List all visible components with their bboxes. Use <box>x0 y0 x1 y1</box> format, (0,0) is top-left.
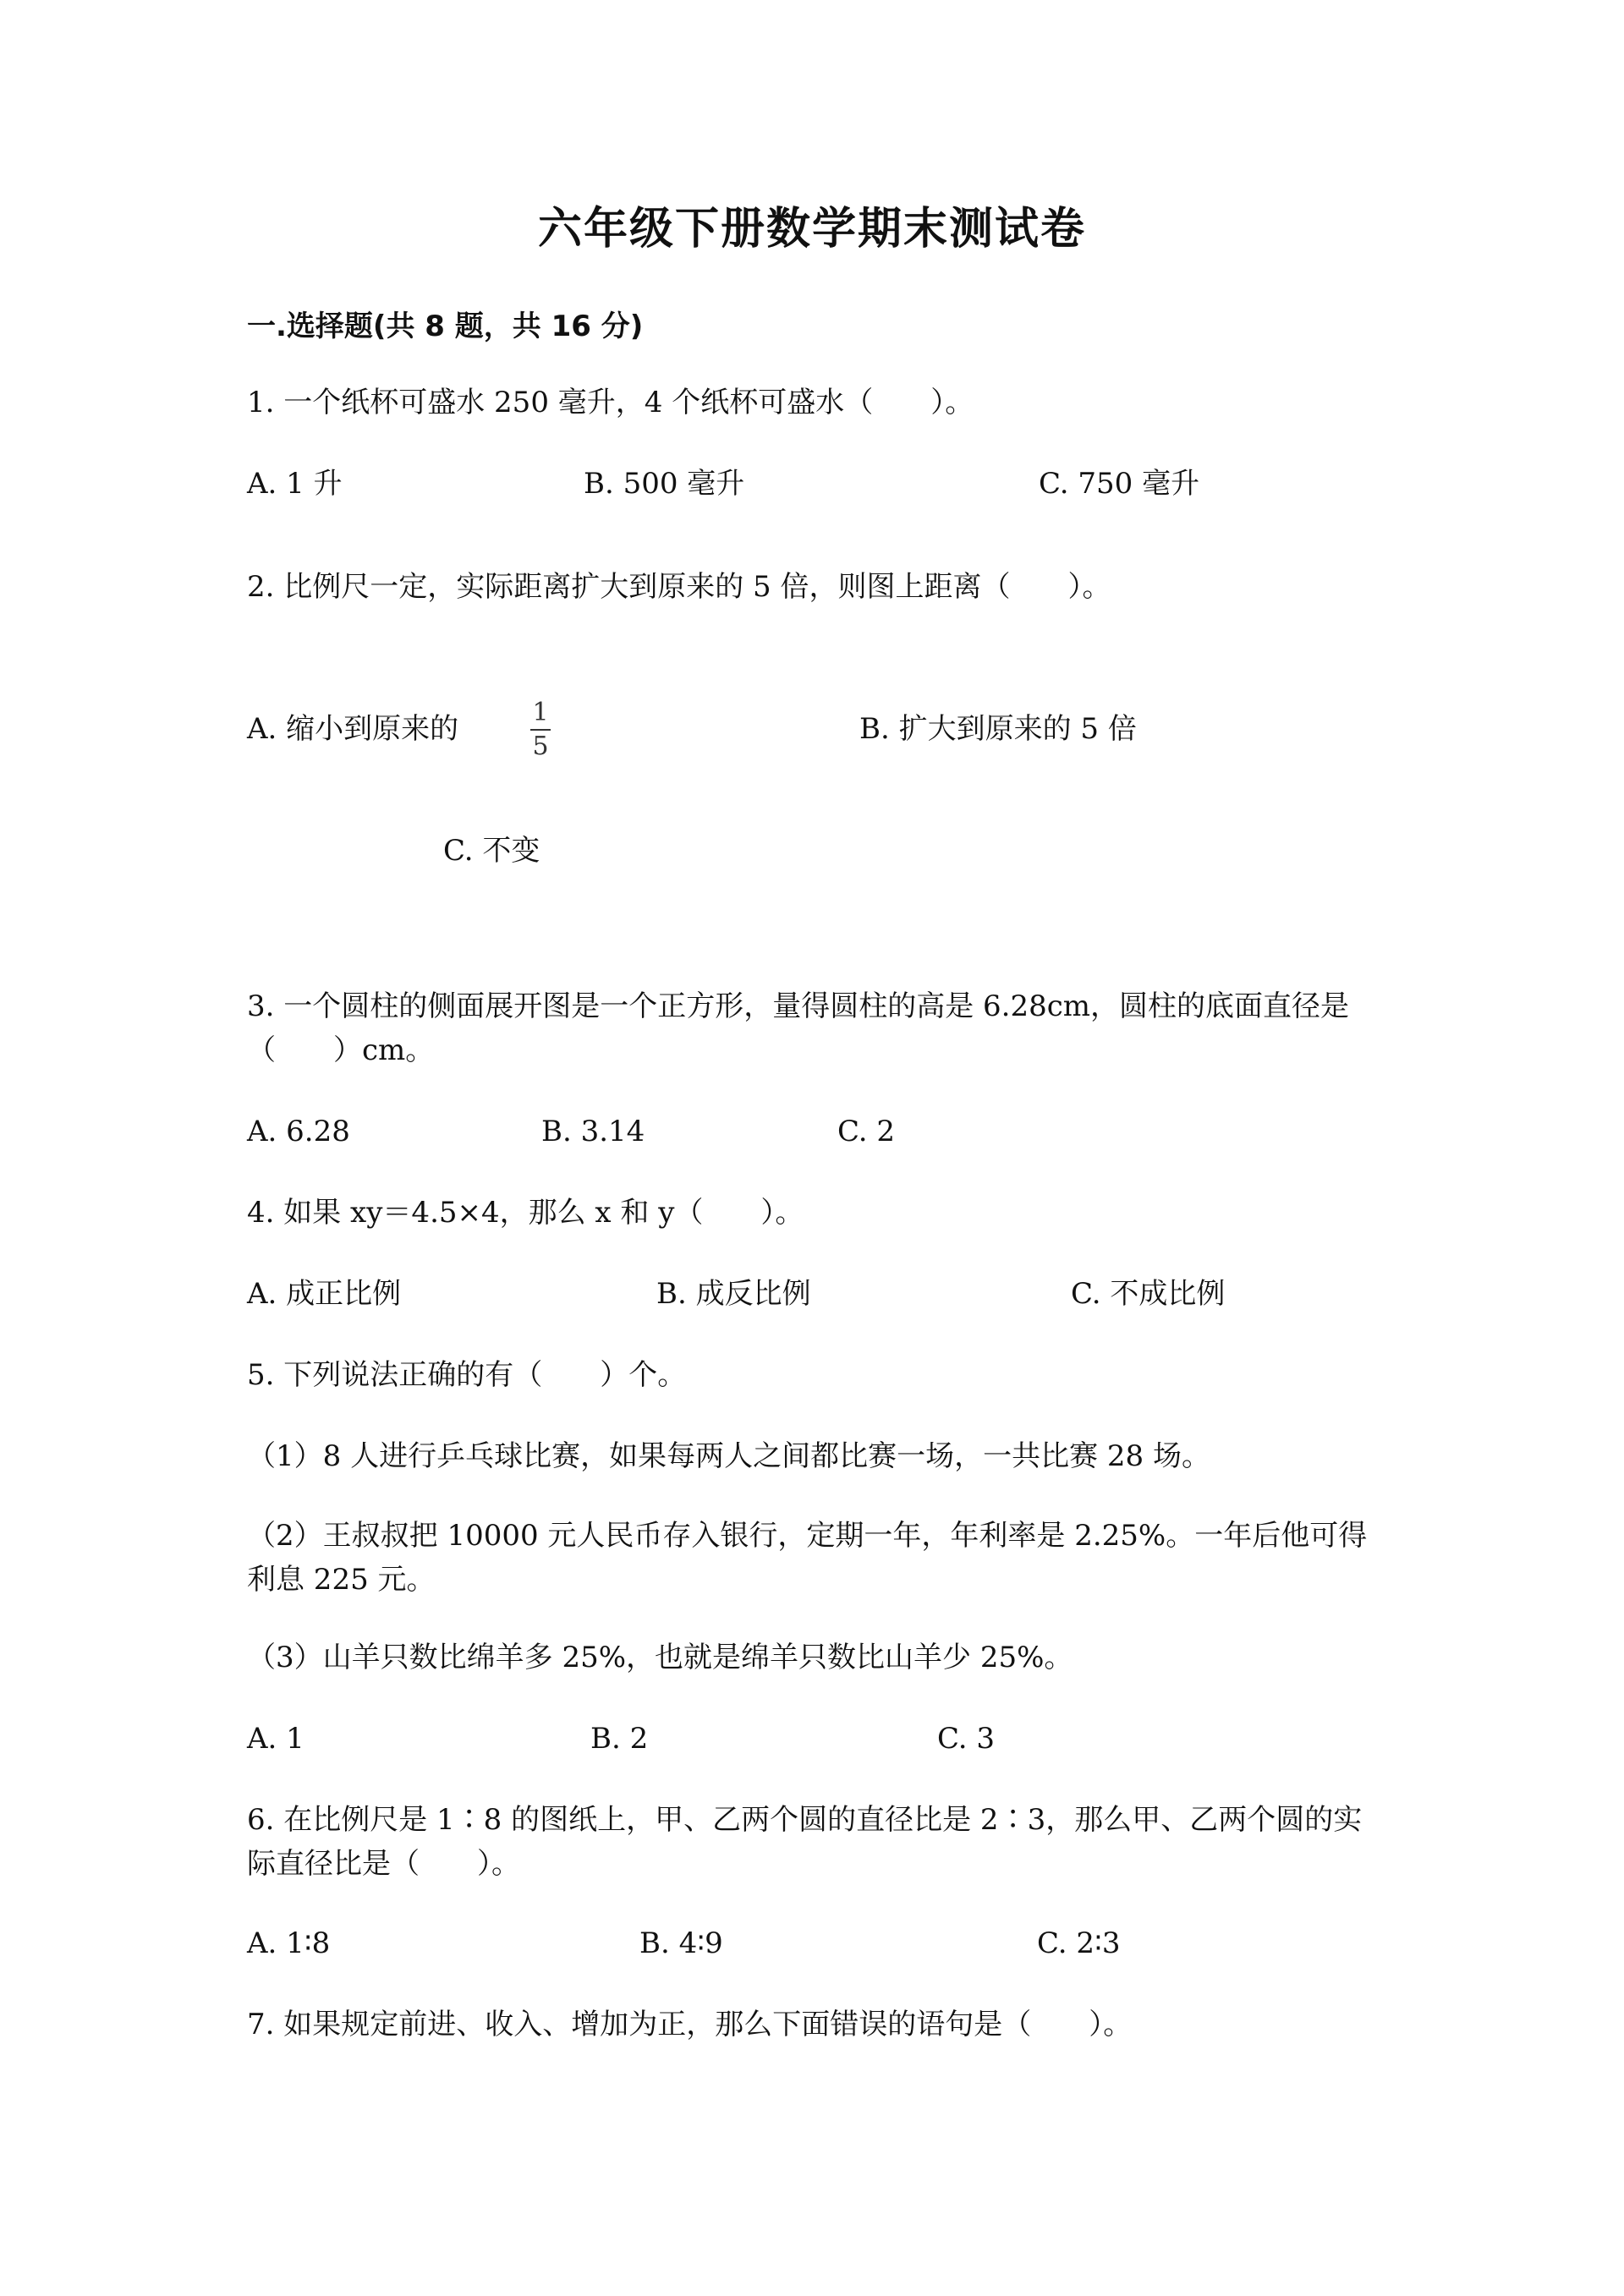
question-3-option-c: C. 2 <box>837 1115 896 1148</box>
question-3-option-b: B. 3.14 <box>541 1115 645 1148</box>
question-3-stem: 3. 一个圆柱的侧面展开图是一个正方形，量得圆柱的高是 6.28cm，圆柱的底面直径是（ ）cm。 <box>247 989 1350 1067</box>
question-5-option-a: A. 1 <box>247 1722 304 1756</box>
section-heading: 一.选择题(共 8 题，共 16 分) <box>247 310 644 343</box>
question-4-stem: 4. 如果 xy＝4.5×4，那么 x 和 y（ ）。 <box>247 1196 804 1230</box>
fraction-numerator: 1 <box>532 698 549 727</box>
question-4-option-c: C. 不成比例 <box>1071 1277 1226 1311</box>
question-2-option-c: C. 不变 <box>443 834 540 868</box>
question-1-stem: 1. 一个纸杯可盛水 250 毫升，4 个纸杯可盛水（ ）。 <box>247 386 974 419</box>
question-5-statement-1: （1）8 人进行乒乓球比赛，如果每两人之间都比赛一场，一共比赛 28 场。 <box>247 1439 1210 1473</box>
question-2-stem: 2. 比例尺一定，实际距离扩大到原来的 5 倍，则图上距离（ ）。 <box>247 570 1111 604</box>
question-5-option-b: B. 2 <box>590 1722 649 1756</box>
question-3-option-a: A. 6.28 <box>247 1115 350 1148</box>
question-5-statement-2: （2）王叔叔把 10000 元人民币存入银行，定期一年，年利率是 2.25%。一年后他可得利息 225 元。 <box>247 1519 1368 1597</box>
question-4-option-a: A. 成正比例 <box>247 1277 402 1311</box>
page-title: 六年级下册数学期末测试卷 <box>537 204 1086 255</box>
question-2-option-a: A. 缩小到原来的 <box>247 712 459 746</box>
question-5-option-c: C. 3 <box>937 1722 996 1756</box>
question-7-stem: 7. 如果规定前进、收入、增加为正，那么下面错误的语句是（ ）。 <box>247 2008 1133 2041</box>
question-1-option-c: C. 750 毫升 <box>1039 467 1200 501</box>
question-2-option-b: B. 扩大到原来的 5 倍 <box>859 712 1137 746</box>
fraction-bar <box>530 729 551 731</box>
question-1-option-b: B. 500 毫升 <box>584 467 745 501</box>
question-4-option-b: B. 成反比例 <box>656 1277 811 1311</box>
fraction-one-fifth <box>528 699 553 761</box>
question-1-option-a: A. 1 升 <box>247 467 343 501</box>
question-5-statement-3: （3）山羊只数比绵羊多 25%，也就是绵羊只数比山羊少 25%。 <box>247 1641 1073 1674</box>
question-5-stem: 5. 下列说法正确的有（ ）个。 <box>247 1358 687 1392</box>
question-6-stem: 6. 在比例尺是 1∶8 的图纸上，甲、乙两个圆的直径比是 2∶3，那么甲、乙两个圆的实际直径比是（ ）。 <box>247 1803 1363 1881</box>
fraction-denominator: 5 <box>532 732 549 761</box>
question-6-option-a: A. 1∶8 <box>247 1926 331 1960</box>
question-6-option-b: B. 4∶9 <box>639 1926 723 1960</box>
question-6-option-c: C. 2∶3 <box>1037 1926 1121 1960</box>
